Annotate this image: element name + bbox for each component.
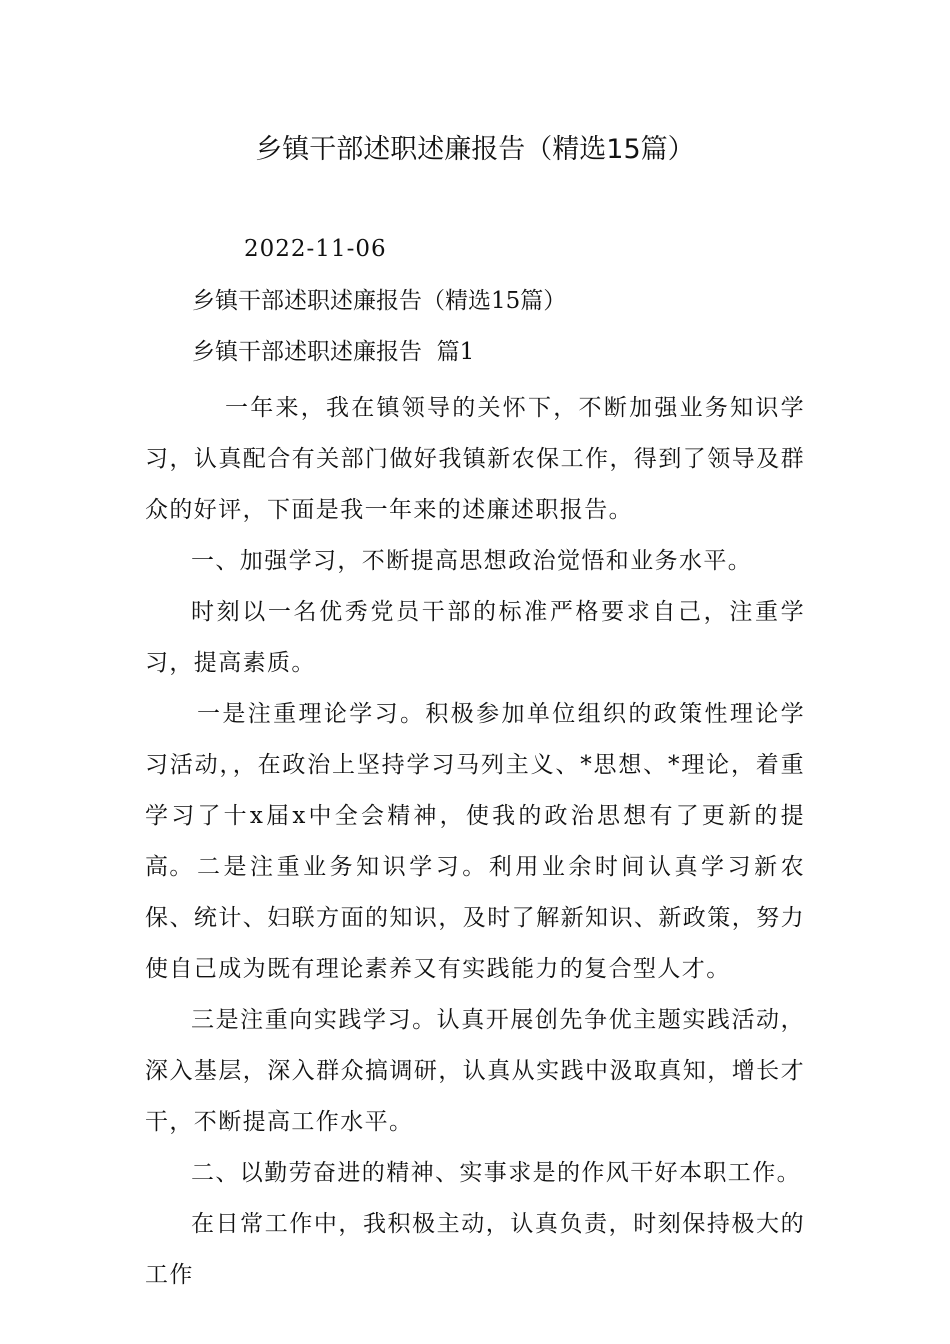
paragraph-heading-2: 二、以勤劳奋进的精神、实事求是的作风干好本职工作。 xyxy=(191,1160,801,1186)
paragraph-body-2: 在日常工作中，我积极主动，认真负责，时刻保持极大的工作 xyxy=(145,1211,805,1288)
paragraph-point-3: 三是注重向实践学习。认真开展创先争优主题实践活动，深入基层，深入群众搞调研，认真从实践中汲取真知，增长才干，不断提高工作水平。 xyxy=(145,1007,805,1135)
document-date: 2022-11-06 xyxy=(244,236,387,262)
paragraph-heading-1: 一、加强学习，不断提高思想政治觉悟和业务水平。 xyxy=(191,548,753,574)
document-title: 乡镇干部述职述廉报告（精选15篇） xyxy=(255,134,695,165)
paragraph-intro: 一年来，我在镇领导的关怀下，不断加强业务知识学习，认真配合有关部门做好我镇新农保工作，得到了领导及群众的好评，下面是我一年来的述廉述职报告。 xyxy=(145,395,805,523)
section-heading: 乡镇干部述职述廉报告 篇1 xyxy=(192,339,475,365)
document-subtitle: 乡镇干部述职述廉报告（精选15篇） xyxy=(192,288,567,314)
paragraph-body: 时刻以一名优秀党员干部的标准严格要求自己，注重学习，提高素质。 xyxy=(145,599,805,676)
paragraph-point-1: 一是注重理论学习。积极参加单位组织的政策性理论学习活动，，在政治上坚持学习马列主义、*思想、*理论，着重学习了十x届x中全会精神，使我的政治思想有了更新的提高。 xyxy=(145,701,805,880)
paragraph-point-2: 二是注重业务知识学习。利用业余时间认真学习新农保、统计、妇联方面的知识，及时了解新知识、新政策，努力使自己成为既有理论素养又有实践能力的复合型人才。 xyxy=(145,854,805,982)
